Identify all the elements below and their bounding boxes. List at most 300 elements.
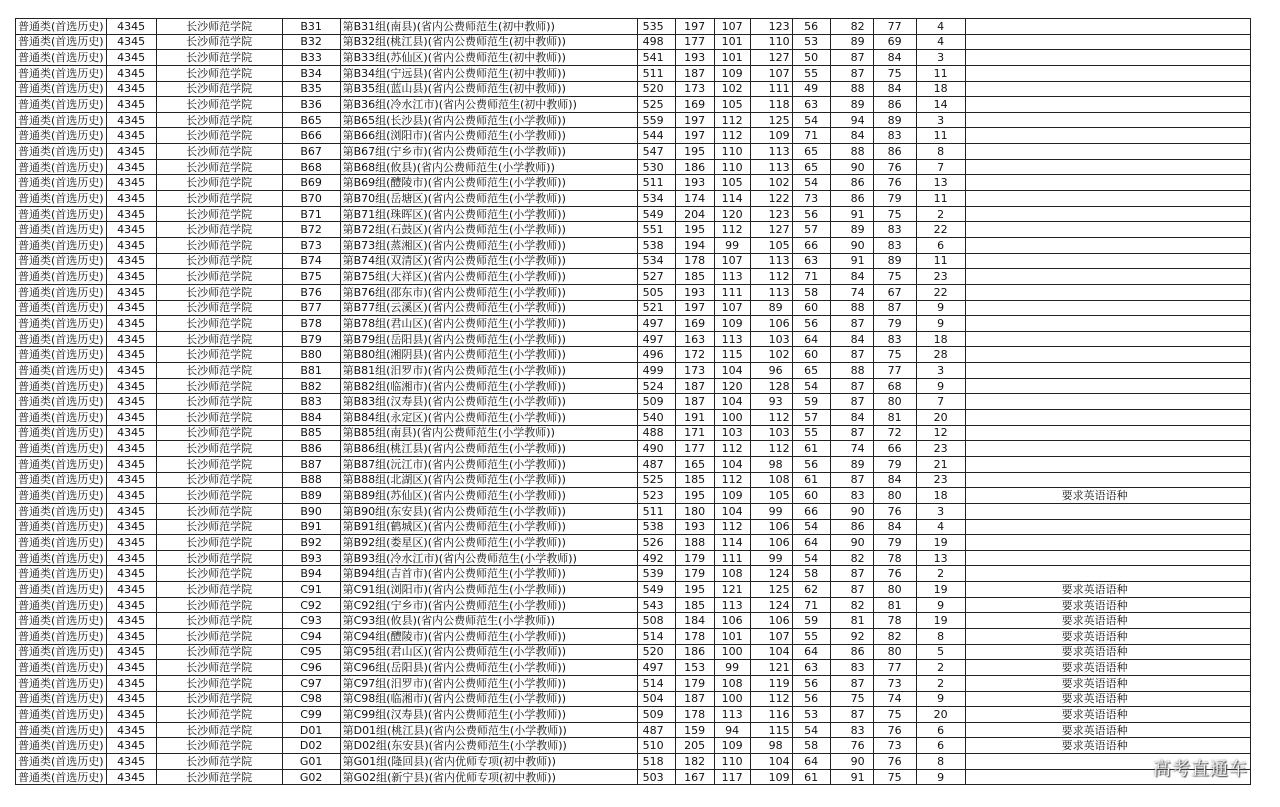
cell-remark — [965, 175, 1250, 191]
cell-score-f: 80 — [873, 488, 916, 504]
cell-score-total: 503 — [637, 769, 675, 785]
table-row — [16, 284, 1251, 300]
cell-score-b: 99 — [714, 237, 750, 253]
cell-score-d: 60 — [792, 347, 830, 363]
cell-score-f: 75 — [873, 269, 916, 285]
cell-school-name: 长沙师范学院 — [156, 550, 282, 566]
cell-group-code: B83 — [282, 394, 340, 410]
cell-score-d: 56 — [792, 316, 830, 332]
cell-score-total: 541 — [637, 50, 675, 66]
cell-group-name: 第B71组(珠晖区)(省内公费师范生(小学教师)) — [340, 206, 637, 222]
cell-school-name: 长沙师范学院 — [156, 644, 282, 660]
cell-group-name: 第B36组(冷水江市)(省内公费师范生(初中教师)) — [340, 97, 637, 113]
cell-rank-count: 18 — [916, 331, 965, 347]
cell-score-f: 78 — [873, 613, 916, 629]
cell-group-name: 第D01组(桃江县)(省内公费师范生(小学教师)) — [340, 722, 637, 738]
cell-score-d: 60 — [792, 300, 830, 316]
cell-score-a: 194 — [675, 237, 714, 253]
cell-category: 普通类(首选历史) — [16, 660, 107, 676]
cell-score-total: 499 — [637, 363, 675, 379]
cell-school-code: 4345 — [106, 660, 156, 676]
cell-category: 普通类(首选历史) — [16, 503, 107, 519]
cell-school-name: 长沙师范学院 — [156, 50, 282, 66]
cell-score-d: 60 — [792, 488, 830, 504]
cell-school-name: 长沙师范学院 — [156, 707, 282, 723]
cell-remark — [965, 206, 1250, 222]
cell-score-c: 104 — [750, 644, 792, 660]
cell-rank-count: 9 — [916, 769, 965, 785]
cell-rank-count: 3 — [916, 503, 965, 519]
cell-score-b: 110 — [714, 159, 750, 175]
cell-category: 普通类(首选历史) — [16, 378, 107, 394]
cell-category: 普通类(首选历史) — [16, 222, 107, 238]
cell-school-name: 长沙师范学院 — [156, 81, 282, 97]
cell-category: 普通类(首选历史) — [16, 19, 107, 35]
cell-category: 普通类(首选历史) — [16, 597, 107, 613]
cell-category: 普通类(首选历史) — [16, 613, 107, 629]
cell-rank-count: 8 — [916, 628, 965, 644]
cell-score-e: 84 — [830, 331, 873, 347]
cell-score-e: 89 — [830, 456, 873, 472]
cell-score-f: 83 — [873, 331, 916, 347]
cell-score-d: 63 — [792, 660, 830, 676]
table-row — [16, 191, 1251, 207]
table-row — [16, 582, 1251, 598]
cell-score-d: 56 — [792, 691, 830, 707]
cell-group-name: 第C92组(宁乡市)(省内公费师范生(小学教师)) — [340, 597, 637, 613]
cell-score-e: 87 — [830, 566, 873, 582]
cell-group-name: 第C93组(攸县)(省内公费师范生(小学教师)) — [340, 613, 637, 629]
cell-school-code: 4345 — [106, 175, 156, 191]
cell-score-e: 88 — [830, 144, 873, 160]
cell-school-code: 4345 — [106, 675, 156, 691]
cell-score-a: 178 — [675, 253, 714, 269]
cell-score-f: 86 — [873, 97, 916, 113]
cell-score-d: 61 — [792, 441, 830, 457]
cell-score-total: 511 — [637, 503, 675, 519]
cell-score-total: 534 — [637, 191, 675, 207]
cell-school-code: 4345 — [106, 628, 156, 644]
cell-score-e: 88 — [830, 363, 873, 379]
cell-score-e: 87 — [830, 394, 873, 410]
cell-group-code: B75 — [282, 269, 340, 285]
cell-score-e: 75 — [830, 691, 873, 707]
cell-school-code: 4345 — [106, 128, 156, 144]
cell-school-code: 4345 — [106, 754, 156, 770]
cell-category: 普通类(首选历史) — [16, 363, 107, 379]
cell-category: 普通类(首选历史) — [16, 644, 107, 660]
cell-remark — [965, 159, 1250, 175]
cell-score-a: 178 — [675, 707, 714, 723]
cell-school-name: 长沙师范学院 — [156, 519, 282, 535]
cell-score-a: 185 — [675, 597, 714, 613]
cell-score-e: 87 — [830, 65, 873, 81]
cell-remark — [965, 269, 1250, 285]
cell-score-a: 193 — [675, 175, 714, 191]
cell-rank-count: 22 — [916, 284, 965, 300]
cell-score-b: 120 — [714, 378, 750, 394]
cell-score-f: 76 — [873, 566, 916, 582]
cell-score-total: 543 — [637, 597, 675, 613]
cell-group-name: 第B92组(娄星区)(省内公费师范生(小学教师)) — [340, 535, 637, 551]
cell-remark — [965, 65, 1250, 81]
cell-remark — [965, 19, 1250, 35]
cell-score-e: 87 — [830, 582, 873, 598]
cell-score-total: 496 — [637, 347, 675, 363]
cell-score-f: 77 — [873, 363, 916, 379]
cell-score-c: 98 — [750, 456, 792, 472]
cell-school-name: 长沙师范学院 — [156, 754, 282, 770]
cell-rank-count: 19 — [916, 535, 965, 551]
cell-group-code: B32 — [282, 34, 340, 50]
cell-score-c: 110 — [750, 34, 792, 50]
cell-category: 普通类(首选历史) — [16, 237, 107, 253]
cell-school-name: 长沙师范学院 — [156, 660, 282, 676]
cell-remark — [965, 191, 1250, 207]
cell-remark: 要求英语语种 — [965, 691, 1250, 707]
cell-rank-count: 3 — [916, 363, 965, 379]
cell-score-a: 188 — [675, 535, 714, 551]
cell-rank-count: 18 — [916, 488, 965, 504]
cell-remark — [965, 237, 1250, 253]
cell-remark — [965, 378, 1250, 394]
cell-score-d: 73 — [792, 191, 830, 207]
cell-group-name: 第B89组(苏仙区)(省内公费师范生(小学教师)) — [340, 488, 637, 504]
cell-school-code: 4345 — [106, 159, 156, 175]
cell-score-b: 109 — [714, 316, 750, 332]
table-row — [16, 707, 1251, 723]
cell-score-a: 179 — [675, 566, 714, 582]
cell-score-a: 186 — [675, 644, 714, 660]
cell-score-b: 102 — [714, 81, 750, 97]
table-row — [16, 316, 1251, 332]
cell-score-a: 195 — [675, 582, 714, 598]
cell-school-code: 4345 — [106, 112, 156, 128]
cell-score-total: 509 — [637, 394, 675, 410]
table-row — [16, 237, 1251, 253]
cell-score-e: 88 — [830, 81, 873, 97]
cell-score-d: 71 — [792, 597, 830, 613]
cell-school-name: 长沙师范学院 — [156, 738, 282, 754]
cell-score-total: 540 — [637, 410, 675, 426]
cell-category: 普通类(首选历史) — [16, 144, 107, 160]
cell-group-name: 第B67组(宁乡市)(省内公费师范生(小学教师)) — [340, 144, 637, 160]
cell-score-f: 73 — [873, 738, 916, 754]
table-row — [16, 144, 1251, 160]
cell-score-e: 87 — [830, 707, 873, 723]
cell-score-f: 76 — [873, 503, 916, 519]
cell-score-f: 75 — [873, 347, 916, 363]
cell-score-d: 59 — [792, 613, 830, 629]
cell-score-a: 172 — [675, 347, 714, 363]
cell-score-d: 57 — [792, 222, 830, 238]
cell-group-name: 第B83组(汉寿县)(省内公费师范生(小学教师)) — [340, 394, 637, 410]
cell-remark — [965, 222, 1250, 238]
cell-category: 普通类(首选历史) — [16, 456, 107, 472]
cell-group-name: 第C98组(临湘市)(省内公费师范生(小学教师)) — [340, 691, 637, 707]
cell-score-d: 50 — [792, 50, 830, 66]
cell-score-f: 83 — [873, 222, 916, 238]
cell-score-b: 112 — [714, 519, 750, 535]
cell-score-e: 74 — [830, 441, 873, 457]
cell-score-total: 518 — [637, 754, 675, 770]
cell-score-a: 193 — [675, 519, 714, 535]
cell-school-code: 4345 — [106, 488, 156, 504]
cell-score-a: 197 — [675, 128, 714, 144]
cell-school-name: 长沙师范学院 — [156, 425, 282, 441]
cell-score-f: 84 — [873, 50, 916, 66]
table-row — [16, 566, 1251, 582]
cell-score-c: 124 — [750, 597, 792, 613]
cell-rank-count: 23 — [916, 472, 965, 488]
cell-rank-count: 13 — [916, 175, 965, 191]
cell-score-c: 99 — [750, 550, 792, 566]
cell-group-code: G02 — [282, 769, 340, 785]
cell-rank-count: 9 — [916, 316, 965, 332]
cell-group-name: 第G02组(新宁县)(省内优师专项(初中教师)) — [340, 769, 637, 785]
cell-rank-count: 11 — [916, 253, 965, 269]
cell-score-f: 75 — [873, 65, 916, 81]
cell-category: 普通类(首选历史) — [16, 394, 107, 410]
cell-school-code: 4345 — [106, 378, 156, 394]
table-row — [16, 269, 1251, 285]
cell-rank-count: 9 — [916, 300, 965, 316]
cell-score-d: 64 — [792, 644, 830, 660]
cell-category: 普通类(首选历史) — [16, 488, 107, 504]
cell-score-e: 90 — [830, 503, 873, 519]
cell-score-c: 113 — [750, 284, 792, 300]
cell-school-name: 长沙师范学院 — [156, 206, 282, 222]
cell-score-a: 174 — [675, 191, 714, 207]
cell-score-c: 113 — [750, 253, 792, 269]
cell-score-c: 128 — [750, 378, 792, 394]
cell-remark — [965, 347, 1250, 363]
cell-school-code: 4345 — [106, 347, 156, 363]
cell-category: 普通类(首选历史) — [16, 316, 107, 332]
cell-score-d: 64 — [792, 331, 830, 347]
watermark-text: 高考直通车 — [1153, 759, 1248, 780]
cell-category: 普通类(首选历史) — [16, 425, 107, 441]
cell-group-code: B94 — [282, 566, 340, 582]
cell-school-name: 长沙师范学院 — [156, 300, 282, 316]
cell-score-a: 173 — [675, 81, 714, 97]
cell-score-a: 195 — [675, 222, 714, 238]
table-row — [16, 503, 1251, 519]
cell-group-code: B78 — [282, 316, 340, 332]
table-row — [16, 112, 1251, 128]
cell-score-b: 111 — [714, 550, 750, 566]
cell-school-code: 4345 — [106, 19, 156, 35]
cell-score-b: 112 — [714, 441, 750, 457]
cell-category: 普通类(首选历史) — [16, 300, 107, 316]
cell-score-c: 109 — [750, 769, 792, 785]
cell-score-a: 191 — [675, 410, 714, 426]
cell-score-total: 559 — [637, 112, 675, 128]
cell-category: 普通类(首选历史) — [16, 65, 107, 81]
cell-score-a: 185 — [675, 269, 714, 285]
cell-score-d: 55 — [792, 425, 830, 441]
cell-group-code: D01 — [282, 722, 340, 738]
table-row — [16, 331, 1251, 347]
cell-school-code: 4345 — [106, 582, 156, 598]
cell-rank-count: 2 — [916, 675, 965, 691]
cell-rank-count: 2 — [916, 566, 965, 582]
cell-group-code: B77 — [282, 300, 340, 316]
cell-score-c: 102 — [750, 347, 792, 363]
cell-school-code: 4345 — [106, 472, 156, 488]
cell-group-code: B80 — [282, 347, 340, 363]
cell-score-b: 120 — [714, 206, 750, 222]
cell-score-f: 79 — [873, 456, 916, 472]
cell-score-total: 549 — [637, 582, 675, 598]
cell-score-b: 113 — [714, 269, 750, 285]
cell-score-b: 104 — [714, 503, 750, 519]
table-row — [16, 159, 1251, 175]
cell-group-name: 第C99组(汉寿县)(省内公费师范生(小学教师)) — [340, 707, 637, 723]
cell-rank-count: 9 — [916, 691, 965, 707]
cell-score-c: 96 — [750, 363, 792, 379]
table-row — [16, 660, 1251, 676]
cell-score-f: 76 — [873, 175, 916, 191]
cell-remark — [965, 425, 1250, 441]
cell-remark — [965, 34, 1250, 50]
cell-remark — [965, 363, 1250, 379]
cell-score-d: 65 — [792, 144, 830, 160]
cell-score-b: 112 — [714, 112, 750, 128]
cell-group-code: C95 — [282, 644, 340, 660]
cell-score-f: 82 — [873, 628, 916, 644]
cell-score-d: 58 — [792, 738, 830, 754]
cell-rank-count: 5 — [916, 644, 965, 660]
cell-group-name: 第B34组(宁远县)(省内公费师范生(初中教师)) — [340, 65, 637, 81]
cell-category: 普通类(首选历史) — [16, 472, 107, 488]
cell-category: 普通类(首选历史) — [16, 566, 107, 582]
cell-remark: 要求英语语种 — [965, 707, 1250, 723]
cell-rank-count: 6 — [916, 722, 965, 738]
cell-remark — [965, 331, 1250, 347]
cell-score-total: 498 — [637, 34, 675, 50]
cell-score-total: 525 — [637, 97, 675, 113]
cell-remark — [965, 519, 1250, 535]
cell-score-e: 91 — [830, 206, 873, 222]
cell-score-b: 111 — [714, 284, 750, 300]
cell-school-name: 长沙师范学院 — [156, 566, 282, 582]
cell-score-d: 58 — [792, 284, 830, 300]
cell-category: 普通类(首选历史) — [16, 707, 107, 723]
cell-score-c: 123 — [750, 19, 792, 35]
cell-group-name: 第B77组(云溪区)(省内公费师范生(小学教师)) — [340, 300, 637, 316]
cell-rank-count: 3 — [916, 112, 965, 128]
cell-group-code: B66 — [282, 128, 340, 144]
cell-rank-count: 22 — [916, 222, 965, 238]
cell-school-name: 长沙师范学院 — [156, 410, 282, 426]
cell-score-f: 81 — [873, 410, 916, 426]
cell-score-b: 112 — [714, 222, 750, 238]
cell-score-a: 179 — [675, 550, 714, 566]
cell-group-name: 第B75组(大祥区)(省内公费师范生(小学教师)) — [340, 269, 637, 285]
cell-score-c: 111 — [750, 81, 792, 97]
table-row — [16, 410, 1251, 426]
cell-group-code: B67 — [282, 144, 340, 160]
cell-school-code: 4345 — [106, 300, 156, 316]
cell-school-code: 4345 — [106, 206, 156, 222]
cell-score-total: 510 — [637, 738, 675, 754]
cell-score-total: 514 — [637, 675, 675, 691]
cell-score-d: 64 — [792, 754, 830, 770]
cell-school-name: 长沙师范学院 — [156, 769, 282, 785]
cell-score-d: 63 — [792, 97, 830, 113]
cell-score-c: 98 — [750, 738, 792, 754]
cell-category: 普通类(首选历史) — [16, 50, 107, 66]
cell-score-b: 104 — [714, 363, 750, 379]
cell-score-a: 187 — [675, 394, 714, 410]
cell-remark: 要求英语语种 — [965, 722, 1250, 738]
cell-category: 普通类(首选历史) — [16, 269, 107, 285]
cell-score-total: 544 — [637, 128, 675, 144]
cell-score-b: 104 — [714, 394, 750, 410]
cell-score-f: 89 — [873, 253, 916, 269]
cell-rank-count: 2 — [916, 660, 965, 676]
cell-school-name: 长沙师范学院 — [156, 394, 282, 410]
cell-remark — [965, 503, 1250, 519]
cell-score-f: 68 — [873, 378, 916, 394]
cell-score-total: 538 — [637, 519, 675, 535]
cell-score-d: 56 — [792, 206, 830, 222]
cell-rank-count: 20 — [916, 707, 965, 723]
cell-remark: 要求英语语种 — [965, 675, 1250, 691]
cell-score-e: 90 — [830, 159, 873, 175]
cell-rank-count: 7 — [916, 394, 965, 410]
cell-score-d: 58 — [792, 566, 830, 582]
cell-score-total: 547 — [637, 144, 675, 160]
cell-score-total: 497 — [637, 660, 675, 676]
table-row — [16, 50, 1251, 66]
cell-rank-count: 23 — [916, 441, 965, 457]
cell-rank-count: 6 — [916, 237, 965, 253]
cell-score-f: 76 — [873, 754, 916, 770]
cell-group-name: 第B85组(南县)(省内公费师范生(小学教师)) — [340, 425, 637, 441]
cell-score-a: 177 — [675, 34, 714, 50]
cell-score-total: 504 — [637, 691, 675, 707]
cell-school-code: 4345 — [106, 144, 156, 160]
cell-group-code: C98 — [282, 691, 340, 707]
cell-remark — [965, 253, 1250, 269]
cell-score-b: 109 — [714, 65, 750, 81]
cell-score-d: 62 — [792, 582, 830, 598]
cell-school-code: 4345 — [106, 269, 156, 285]
cell-score-e: 86 — [830, 191, 873, 207]
table-row — [16, 425, 1251, 441]
cell-score-a: 197 — [675, 300, 714, 316]
cell-score-d: 54 — [792, 722, 830, 738]
cell-score-b: 107 — [714, 300, 750, 316]
cell-school-code: 4345 — [106, 503, 156, 519]
cell-score-b: 101 — [714, 50, 750, 66]
cell-group-name: 第B78组(君山区)(省内公费师范生(小学教师)) — [340, 316, 637, 332]
cell-score-b: 109 — [714, 738, 750, 754]
cell-group-name: 第C97组(汨罗市)(省内公费师范生(小学教师)) — [340, 675, 637, 691]
cell-score-total: 525 — [637, 472, 675, 488]
cell-score-total: 508 — [637, 613, 675, 629]
cell-group-code: C92 — [282, 597, 340, 613]
cell-school-code: 4345 — [106, 97, 156, 113]
cell-score-c: 116 — [750, 707, 792, 723]
cell-score-e: 87 — [830, 316, 873, 332]
cell-score-a: 171 — [675, 425, 714, 441]
cell-school-name: 长沙师范学院 — [156, 128, 282, 144]
cell-group-code: B84 — [282, 410, 340, 426]
cell-score-c: 115 — [750, 722, 792, 738]
